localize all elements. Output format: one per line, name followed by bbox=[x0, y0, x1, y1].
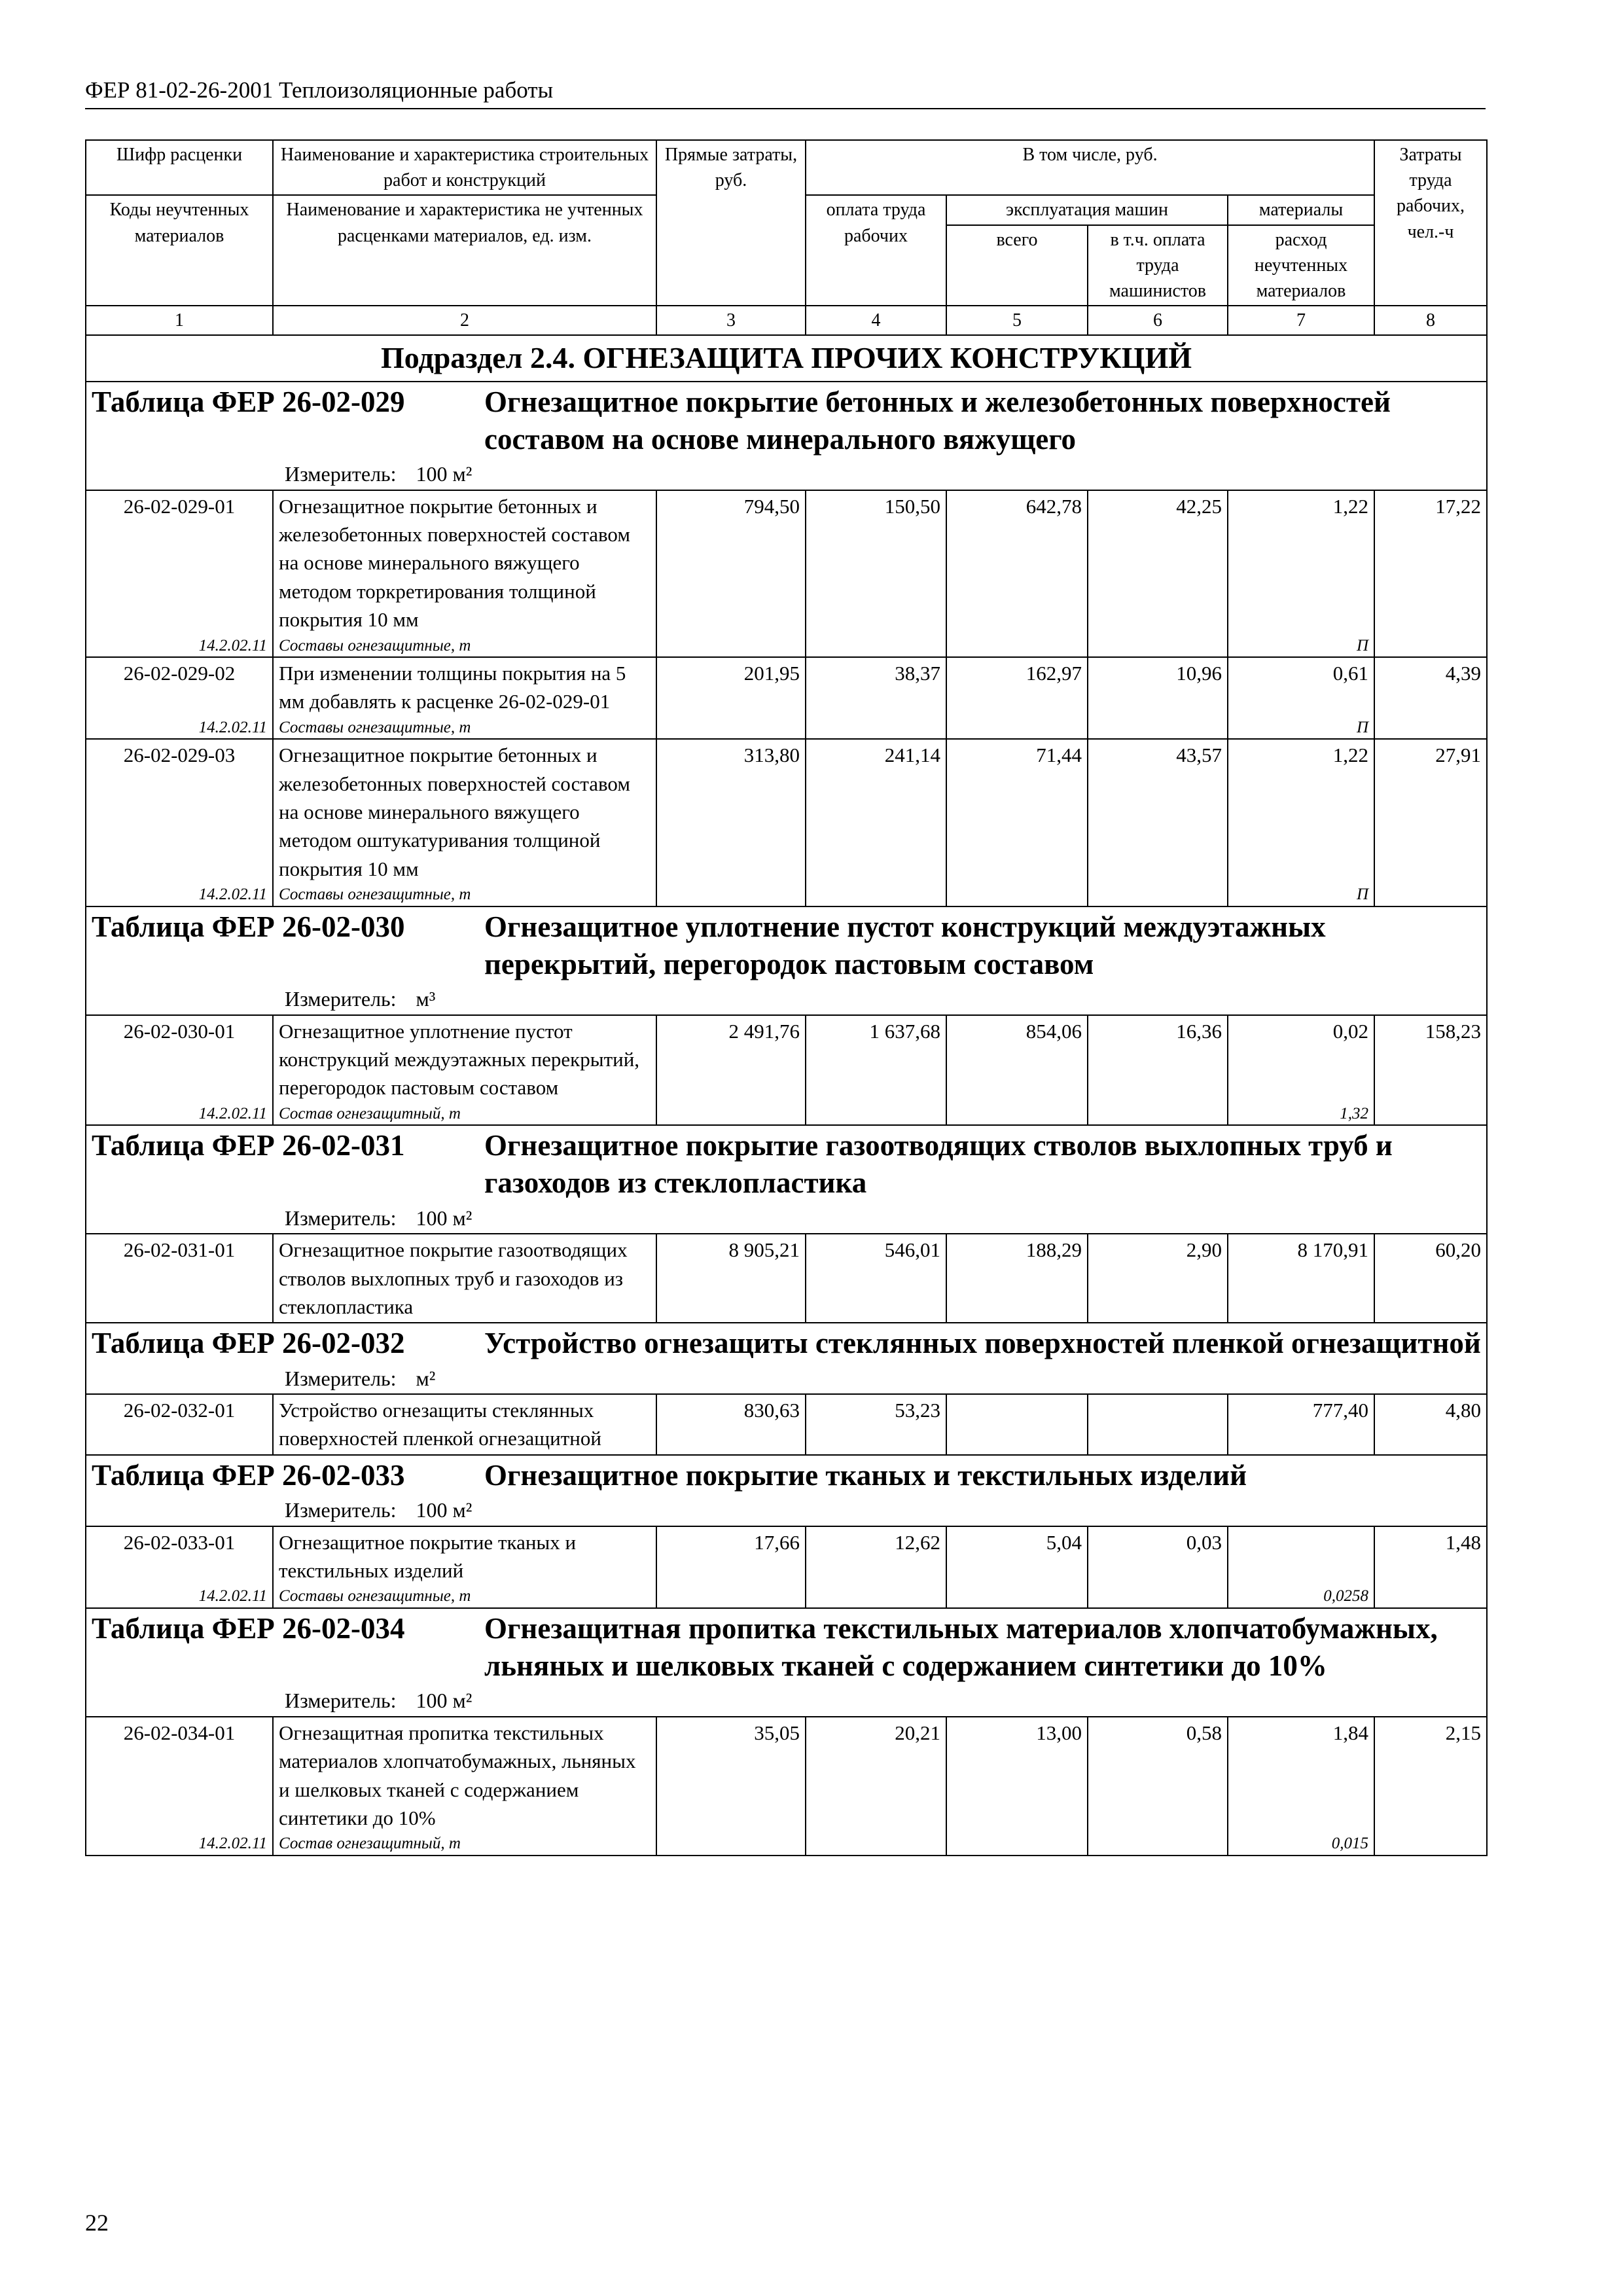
table-title-row bbox=[86, 1455, 1487, 1526]
rate-row bbox=[86, 490, 1487, 636]
labor-cost: 53,23 bbox=[806, 1394, 946, 1455]
labor-cost: 20,21 bbox=[806, 1717, 946, 1834]
machine-cost: 854,06 bbox=[946, 1015, 1088, 1103]
rate-name: Огнезащитное уплотнение пустот конструкций междуэтажных перекрытий, перегородок пастовым составом bbox=[273, 1015, 656, 1103]
rate-name: Огнезащитное покрытие бетонных и железобетонных поверхностей составом на основе минерального вяжущего методом оштукатуривания толщиной покрытия 10 мм bbox=[273, 739, 656, 884]
rate-name: Огнезащитное покрытие бетонных и железобетонных поверхностей составом на основе минерального вяжущего методом торкретирования толщиной покрытия 10 мм bbox=[273, 490, 656, 636]
direct-cost: 794,50 bbox=[656, 490, 806, 636]
labor-cost: 546,01 bbox=[806, 1234, 946, 1323]
unit-label: Измеритель: bbox=[285, 1366, 397, 1390]
rate-code: 26-02-029-02 bbox=[86, 657, 273, 717]
unit-value: 100 м² bbox=[416, 1206, 473, 1230]
material-row bbox=[86, 1586, 1487, 1608]
materials-header: материалы bbox=[1228, 195, 1374, 224]
machinist-labor-cost: 43,57 bbox=[1088, 739, 1228, 884]
material-quantity: П bbox=[1228, 717, 1374, 740]
machine-cost: 13,00 bbox=[946, 1717, 1088, 1834]
machines-header: эксплуатация машин bbox=[946, 195, 1228, 224]
col-number: 1 bbox=[86, 306, 273, 335]
table-code: Таблица ФЕР 26-02-029 bbox=[92, 385, 405, 418]
unit-line bbox=[285, 461, 1481, 488]
labor-cost: 12,62 bbox=[806, 1526, 946, 1587]
material-quantity: П bbox=[1228, 636, 1374, 658]
rate-code: 26-02-029-03 bbox=[86, 739, 273, 884]
material-code: 14.2.02.11 bbox=[86, 636, 273, 658]
rate-row bbox=[86, 1394, 1487, 1455]
machine-cost: 642,78 bbox=[946, 490, 1088, 636]
machine-cost: 162,97 bbox=[946, 657, 1088, 717]
table-title-row bbox=[86, 906, 1487, 1015]
material-code: 14.2.02.11 bbox=[86, 884, 273, 906]
materials-cost bbox=[1228, 1526, 1374, 1587]
labor-hours: 4,80 bbox=[1374, 1394, 1487, 1455]
table-code: Таблица ФЕР 26-02-030 bbox=[92, 910, 405, 943]
direct-cost: 8 905,21 bbox=[656, 1234, 806, 1323]
table-code: Таблица ФЕР 26-02-033 bbox=[92, 1458, 405, 1492]
unit-line bbox=[285, 986, 1481, 1013]
material-row bbox=[86, 1833, 1487, 1856]
material-row bbox=[86, 1103, 1487, 1126]
table-code: Таблица ФЕР 26-02-031 bbox=[92, 1129, 405, 1162]
unit-value: м³ bbox=[416, 987, 436, 1011]
material-row bbox=[86, 884, 1487, 906]
rate-code: 26-02-029-01 bbox=[86, 490, 273, 636]
rates-table bbox=[85, 139, 1488, 1856]
unit-line bbox=[285, 1687, 1481, 1715]
table-title-row bbox=[86, 1323, 1487, 1394]
rate-code: 26-02-031-01 bbox=[86, 1234, 273, 1323]
section-title: Подраздел 2.4. ОГНЕЗАЩИТА ПРОЧИХ КОНСТРУКЦИЙ bbox=[86, 335, 1487, 381]
unit-label: Измеритель: bbox=[285, 1206, 397, 1230]
rate-name: Устройство огнезащиты стеклянных поверхностей пленкой огнезащитной bbox=[273, 1394, 656, 1455]
machine-cost: 188,29 bbox=[946, 1234, 1088, 1323]
col-number: 6 bbox=[1088, 306, 1228, 335]
direct-cost: 35,05 bbox=[656, 1717, 806, 1834]
rate-name: Огнезащитная пропитка текстильных материалов хлопчатобумажных, льняных и шелковых тканей с содержанием синтетики до 10% bbox=[273, 1717, 656, 1834]
machine-cost: 71,44 bbox=[946, 739, 1088, 884]
col-number: 7 bbox=[1228, 306, 1374, 335]
direct-cost: 313,80 bbox=[656, 739, 806, 884]
machine-cost bbox=[946, 1394, 1088, 1455]
unit-line bbox=[285, 1205, 1481, 1232]
labor-hours: 17,22 bbox=[1374, 490, 1487, 636]
table-title: Огнезащитная пропитка текстильных материалов хлопчатобумажных, льняных и шелковых тканей с содержанием синтетики до 10% bbox=[484, 1611, 1438, 1683]
col4-header: оплата труда рабочих bbox=[806, 195, 946, 306]
materials-cost: 777,40 bbox=[1228, 1394, 1374, 1455]
rate-name: Огнезащитное покрытие газоотводящих стволов выхлопных труб и газоходов из стеклопластика bbox=[273, 1234, 656, 1323]
material-code: 14.2.02.11 bbox=[86, 1103, 273, 1126]
material-quantity: 1,32 bbox=[1228, 1103, 1374, 1126]
unit-value: 100 м² bbox=[416, 1498, 473, 1522]
rate-row bbox=[86, 1526, 1487, 1587]
material-quantity: П bbox=[1228, 884, 1374, 906]
rate-code: 26-02-032-01 bbox=[86, 1394, 273, 1455]
material-row bbox=[86, 717, 1487, 740]
unit-line bbox=[285, 1497, 1481, 1524]
material-quantity: 0,015 bbox=[1228, 1833, 1374, 1856]
unit-label: Измеритель: bbox=[285, 1689, 397, 1713]
table-title-row bbox=[86, 382, 1487, 490]
material-name: Состав огнезащитный, т bbox=[273, 1103, 656, 1126]
table-title-row bbox=[86, 1608, 1487, 1717]
table-title: Огнезащитное покрытие газоотводящих стволов выхлопных труб и газоходов из стеклопластика bbox=[484, 1129, 1393, 1200]
unit-value: 100 м² bbox=[416, 1689, 473, 1713]
labor-hours: 158,23 bbox=[1374, 1015, 1487, 1103]
rate-name: При изменении толщины покрытия на 5 мм добавлять к расценке 26-02-029-01 bbox=[273, 657, 656, 717]
rate-row bbox=[86, 1717, 1487, 1834]
rate-code: 26-02-030-01 bbox=[86, 1015, 273, 1103]
table-title-row bbox=[86, 1125, 1487, 1234]
col1-bottom-header: Коды неучтенных материалов bbox=[86, 195, 273, 306]
material-row bbox=[86, 636, 1487, 658]
material-name: Составы огнезащитные, т bbox=[273, 717, 656, 740]
rate-code: 26-02-033-01 bbox=[86, 1526, 273, 1587]
labor-hours: 4,39 bbox=[1374, 657, 1487, 717]
col2-bottom-header: Наименование и характеристика не учтенных расценками материалов, ед. изм. bbox=[273, 195, 656, 306]
machine-cost: 5,04 bbox=[946, 1526, 1088, 1587]
machinist-labor-cost: 10,96 bbox=[1088, 657, 1228, 717]
material-name: Составы огнезащитные, т bbox=[273, 636, 656, 658]
table-code: Таблица ФЕР 26-02-032 bbox=[92, 1327, 405, 1360]
header-rule bbox=[85, 108, 1486, 109]
machinist-labor-cost: 0,03 bbox=[1088, 1526, 1228, 1587]
table-title: Огнезащитное уплотнение пустот конструкций междуэтажных перекрытий, перегородок пастовым составом bbox=[484, 910, 1326, 980]
direct-cost: 201,95 bbox=[656, 657, 806, 717]
material-code: 14.2.02.11 bbox=[86, 1586, 273, 1608]
direct-cost: 17,66 bbox=[656, 1526, 806, 1587]
col7-header: расход неучтенных материалов bbox=[1228, 225, 1374, 306]
labor-hours: 2,15 bbox=[1374, 1717, 1487, 1834]
col-number: 5 bbox=[946, 306, 1088, 335]
rate-name: Огнезащитное покрытие тканых и текстильных изделий bbox=[273, 1526, 656, 1587]
col-number: 8 bbox=[1374, 306, 1487, 335]
col6-header: в т.ч. оплата труда машинистов bbox=[1088, 225, 1228, 306]
labor-hours: 27,91 bbox=[1374, 739, 1487, 884]
machinist-labor-cost: 42,25 bbox=[1088, 490, 1228, 636]
page-header-title: ФЕР 81-02-26-2001 Теплоизоляционные работы bbox=[85, 77, 554, 103]
unit-line bbox=[285, 1365, 1481, 1393]
labor-hours: 60,20 bbox=[1374, 1234, 1487, 1323]
material-name: Состав огнезащитный, т bbox=[273, 1833, 656, 1856]
labor-hours: 1,48 bbox=[1374, 1526, 1487, 1587]
rate-row bbox=[86, 1234, 1487, 1323]
rate-code: 26-02-034-01 bbox=[86, 1717, 273, 1834]
unit-value: 100 м² bbox=[416, 461, 473, 486]
labor-cost: 1 637,68 bbox=[806, 1015, 946, 1103]
direct-cost: 2 491,76 bbox=[656, 1015, 806, 1103]
materials-cost: 0,02 bbox=[1228, 1015, 1374, 1103]
material-code: 14.2.02.11 bbox=[86, 1833, 273, 1856]
labor-cost: 150,50 bbox=[806, 490, 946, 636]
table-title: Огнезащитное покрытие бетонных и железобетонных поверхностей составом на основе минерального вяжущего bbox=[484, 385, 1391, 456]
page-number: 22 bbox=[85, 2210, 109, 2236]
materials-cost: 8 170,91 bbox=[1228, 1234, 1374, 1323]
materials-cost: 1,22 bbox=[1228, 739, 1374, 884]
material-name: Составы огнезащитные, т bbox=[273, 884, 656, 906]
rate-row bbox=[86, 739, 1487, 884]
table-title: Устройство огнезащиты стеклянных поверхностей пленкой огнезащитной bbox=[484, 1327, 1481, 1360]
col-number: 2 bbox=[273, 306, 656, 335]
col2-top-header: Наименование и характеристика строительных работ и конструкций bbox=[273, 140, 656, 195]
unit-label: Измеритель: bbox=[285, 1498, 397, 1522]
labor-cost: 38,37 bbox=[806, 657, 946, 717]
unit-value: м² bbox=[416, 1366, 436, 1390]
col8-header: Затраты труда рабочих, чел.-ч bbox=[1374, 140, 1487, 306]
machinist-labor-cost: 16,36 bbox=[1088, 1015, 1228, 1103]
materials-cost: 1,22 bbox=[1228, 490, 1374, 636]
col-number: 3 bbox=[656, 306, 806, 335]
direct-cost: 830,63 bbox=[656, 1394, 806, 1455]
rate-row bbox=[86, 657, 1487, 717]
col1-top-header: Шифр расценки bbox=[86, 140, 273, 195]
col5-header: всего bbox=[946, 225, 1088, 306]
material-code: 14.2.02.11 bbox=[86, 717, 273, 740]
material-name: Составы огнезащитные, т bbox=[273, 1586, 656, 1608]
machinist-labor-cost: 0,58 bbox=[1088, 1717, 1228, 1834]
material-quantity: 0,0258 bbox=[1228, 1586, 1374, 1608]
machinist-labor-cost bbox=[1088, 1394, 1228, 1455]
unit-label: Измеритель: bbox=[285, 461, 397, 486]
table-title: Огнезащитное покрытие тканых и текстильных изделий bbox=[484, 1458, 1247, 1492]
unit-label: Измеритель: bbox=[285, 987, 397, 1011]
labor-cost: 241,14 bbox=[806, 739, 946, 884]
materials-cost: 1,84 bbox=[1228, 1717, 1374, 1834]
rate-row bbox=[86, 1015, 1487, 1103]
machinist-labor-cost: 2,90 bbox=[1088, 1234, 1228, 1323]
table-code: Таблица ФЕР 26-02-034 bbox=[92, 1611, 405, 1645]
materials-cost: 0,61 bbox=[1228, 657, 1374, 717]
col-number: 4 bbox=[806, 306, 946, 335]
col3-header: Прямые затраты, руб. bbox=[656, 140, 806, 306]
including-header: В том числе, руб. bbox=[806, 140, 1374, 195]
